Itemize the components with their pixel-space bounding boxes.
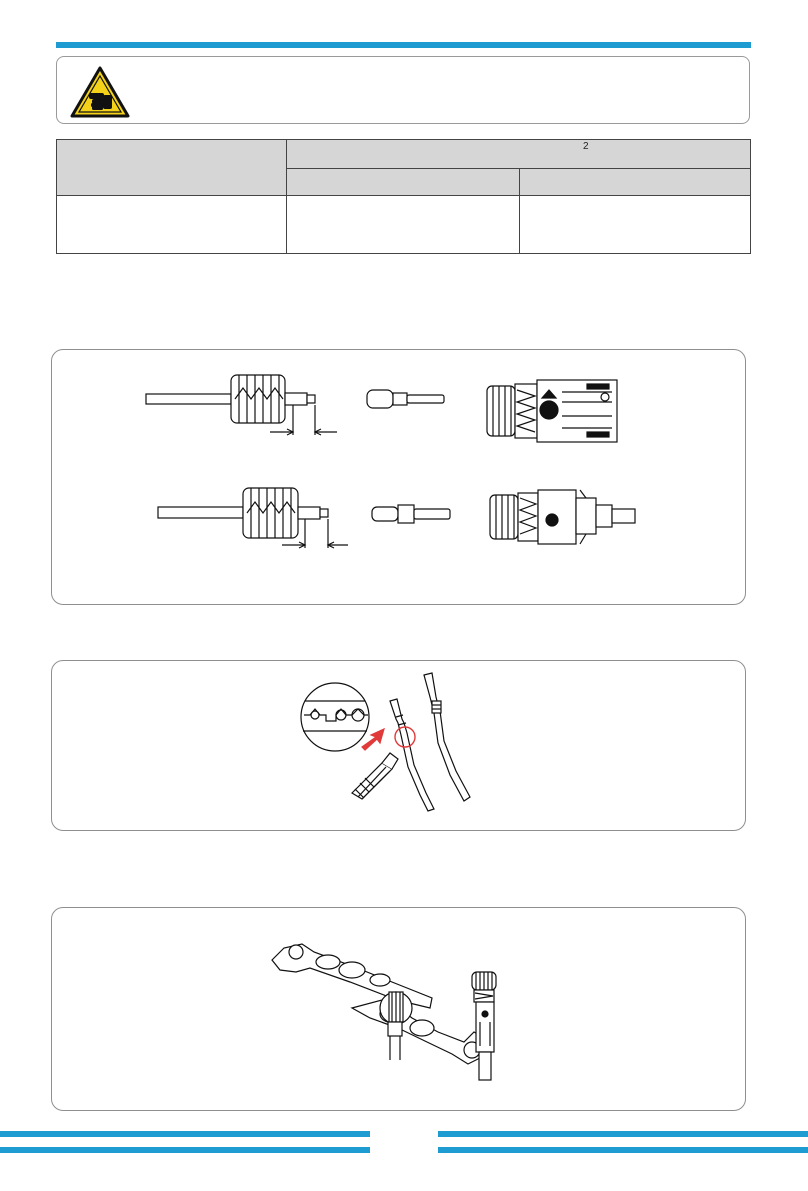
superscript-2: 2 <box>583 141 589 152</box>
bottom-accent-bar <box>0 1147 370 1153</box>
crimping-figure <box>51 660 746 831</box>
warning-hand-icon <box>70 66 130 118</box>
crimp-contact-icon <box>372 505 450 523</box>
warning-notice <box>56 56 750 124</box>
cable-nut-icon <box>146 375 337 435</box>
connector-housing-icon <box>490 490 635 544</box>
table-header-cell <box>287 140 751 169</box>
connector-icon <box>472 972 496 1080</box>
table-cell <box>57 196 287 254</box>
bottom-accent-bar <box>0 1131 370 1137</box>
crimp-contact-icon <box>367 390 444 408</box>
table-cell <box>287 196 520 254</box>
spanner-figure <box>51 907 746 1111</box>
cable-icon <box>390 699 434 811</box>
connector-housing-icon <box>487 380 617 442</box>
bottom-accent-bar <box>438 1131 808 1137</box>
cable-icon <box>424 673 470 801</box>
cable-nut-icon <box>158 488 348 548</box>
table-subheader-cell <box>287 168 520 196</box>
table-header-cell <box>57 140 287 196</box>
crimping-tool-icon <box>352 753 398 799</box>
bottom-accent-bar <box>438 1147 808 1153</box>
cable-spec-table <box>56 139 751 254</box>
table-subheader-cell <box>520 168 751 196</box>
table-cell <box>520 196 751 254</box>
top-accent-bar <box>56 42 751 48</box>
crimp-die-icon <box>301 683 369 751</box>
cable-stripping-figure <box>51 349 746 605</box>
